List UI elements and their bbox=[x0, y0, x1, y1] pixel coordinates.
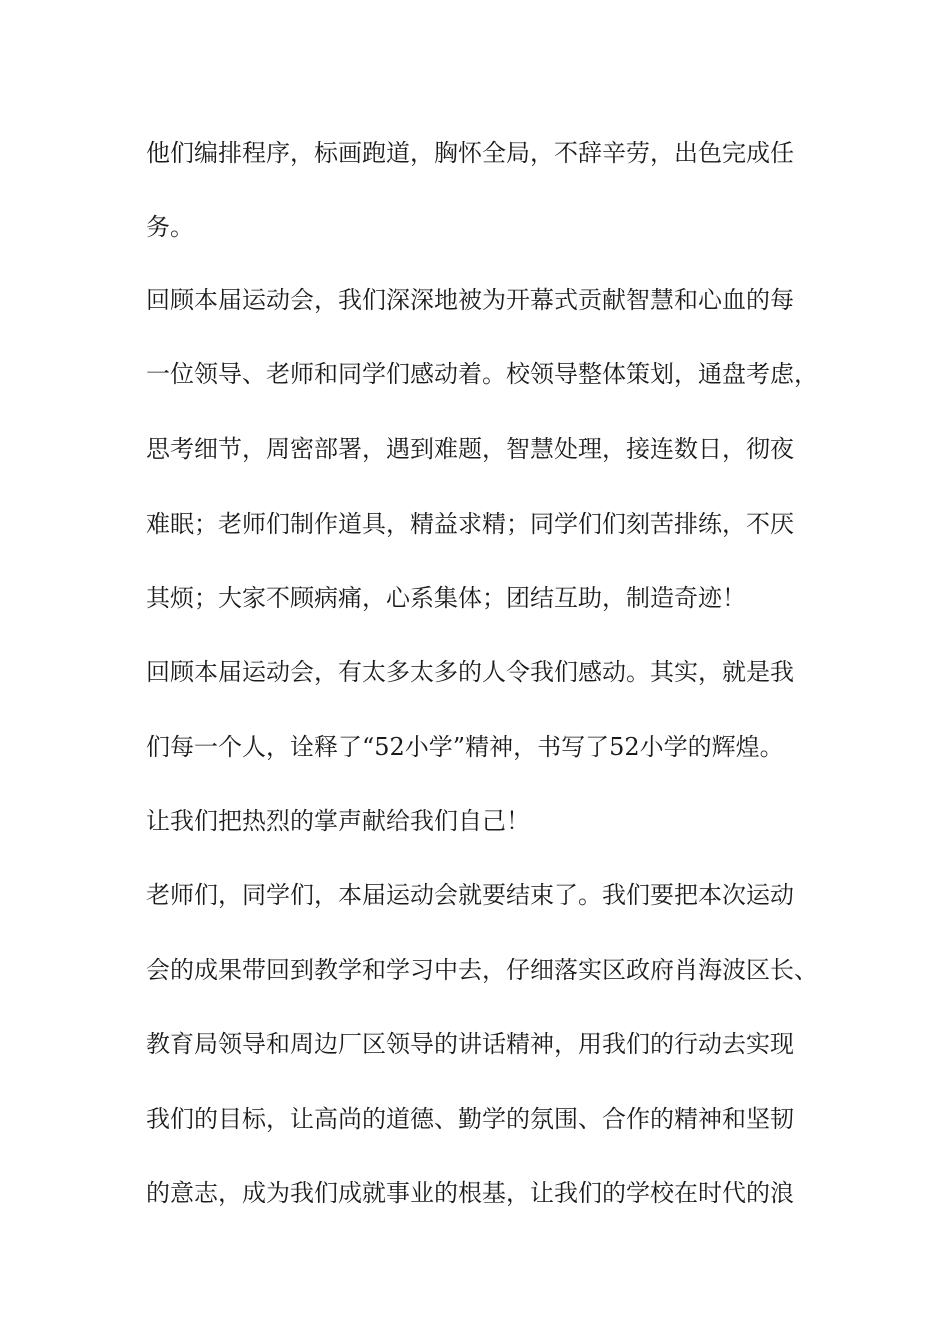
text-line: 一位领导、老师和同学们感动着。校领导整体策划，通盘考虑， bbox=[146, 360, 818, 388]
text-line: 思考细节，周密部署，遇到难题，智慧处理，接连数日，彻夜 bbox=[146, 435, 794, 463]
text-line: 的意志，成为我们成就事业的根基，让我们的学校在时代的浪 bbox=[146, 1179, 794, 1207]
text-line: 会的成果带回到教学和学习中去，仔细落实区政府肖海波区长、 bbox=[146, 956, 818, 984]
text-line: 回顾本届运动会，有太多太多的人令我们感动。其实，就是我 bbox=[146, 658, 794, 686]
text-line: 我们的目标，让高尚的道德、勤学的氛围、合作的精神和坚韧 bbox=[146, 1105, 794, 1133]
text-line: 教育局领导和周边厂区领导的讲话精神，用我们的行动去实现 bbox=[146, 1030, 794, 1058]
text-line: 回顾本届运动会，我们深深地被为开幕式贡献智慧和心血的每 bbox=[146, 286, 794, 314]
text-line: 其烦；大家不顾病痛，心系集体；团结互助，制造奇迹！ bbox=[146, 584, 746, 612]
text-line: 们每一个人，诠释了“52小学”精神，书写了52小学的辉煌。 bbox=[146, 733, 784, 761]
text-line: 务。 bbox=[146, 213, 194, 241]
text-line: 让我们把热烈的掌声献给我们自己！ bbox=[146, 807, 530, 835]
text-line: 老师们，同学们，本届运动会就要结束了。我们要把本次运动 bbox=[146, 881, 794, 909]
text-line: 他们编排程序，标画跑道，胸怀全局，不辞辛劳，出色完成任 bbox=[146, 139, 794, 167]
text-line: 难眠；老师们制作道具，精益求精；同学们们刻苦排练，不厌 bbox=[146, 510, 794, 538]
